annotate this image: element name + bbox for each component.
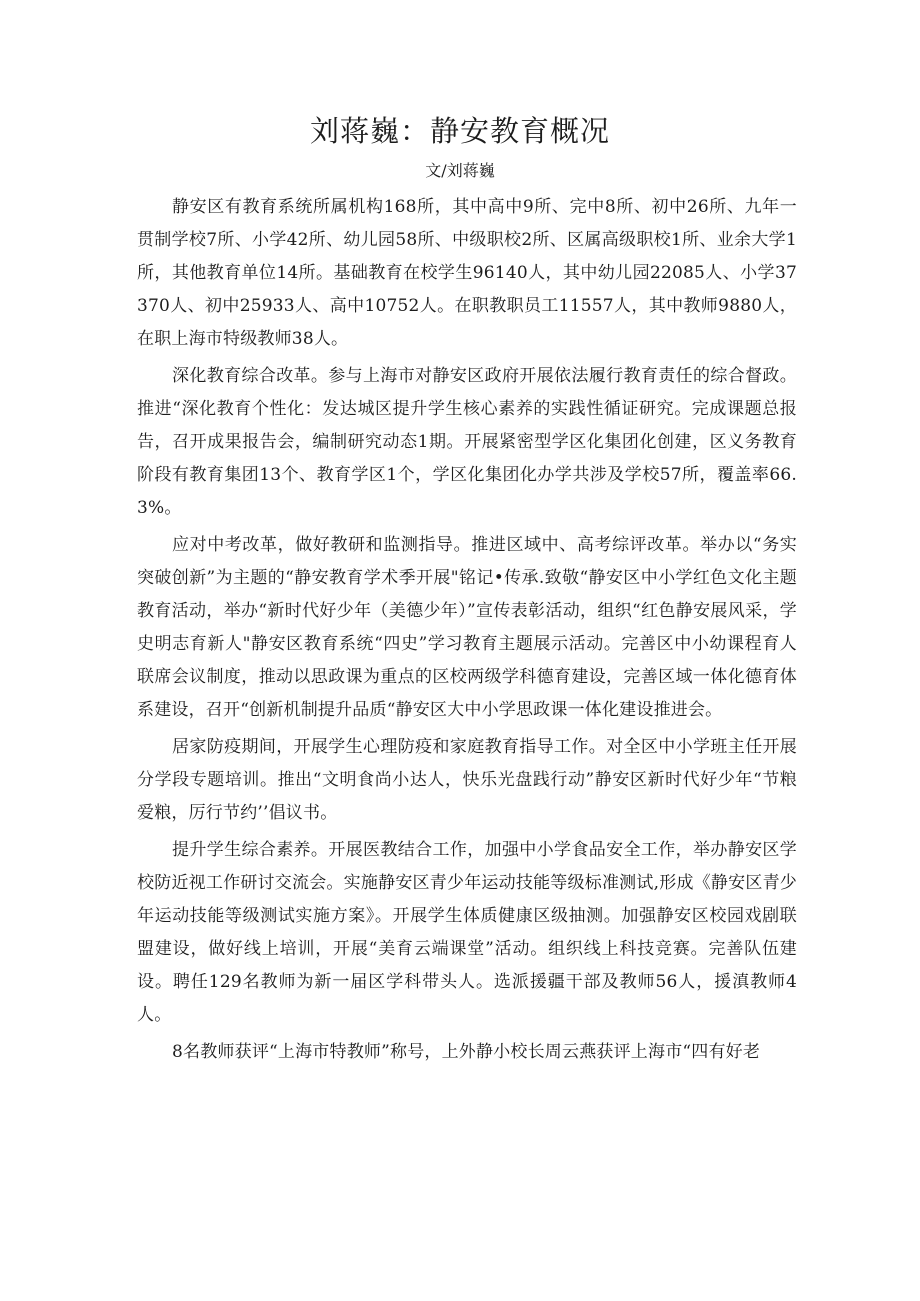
- paragraph-overview: 静安区有教育系统所属机构168所，其中高中9所、完中8所、初中26所、九年一贯制学校7所、小学42所、幼儿园58所、中级职校2所、区属高级职校1所、业余大学1所，其他教育单位14所。基础教育在校学生96140人，其中幼儿园22085人、小学37370人、初中25933人、高中10752人。在职教职员工11557人，其中教师9880人，在职上海市特级教师38人。: [137, 197, 797, 349]
- document-author: 文/刘蒋巍: [425, 161, 495, 180]
- paragraph-awards: 8名教师获评“上海市特教师”称号，上外静小校长周云燕获评上海市“四有好老: [172, 1042, 761, 1062]
- document-body: [137, 191, 797, 1069]
- paragraph-reform: 深化教育综合改革。参与上海市对静安区政府开展依法履行教育责任的综合督政。推进“深化教育个性化：发达城区提升学生核心素养的实践性循证研究。完成课题总报告，召开成果报告会，编制研究动态1期。开展紧密型学区化集团化创建，区义务教育阶段有教育集团13个、教育学区1个，学区化集团化办学共涉及学校57所，覆盖率66.3%。: [137, 366, 797, 518]
- document-title: 刘蒋巍：静安教育概况: [309, 114, 610, 148]
- paragraph-exam-reform: 应对中考改革，做好教研和监测指导。推进区域中、高考综评改革。举办以“务实突破创新”为主题的“静安教育学术季开展"铭记•传承.致敬“静安区中小学红色文化主题教育活动，举办“新时代好少年（美德少年）”宣传表彰活动，组织“红色静安展风采，学史明志育新人"静安区教育系统“四史”学习教育主题展示活动。完善区中小幼课程育人联席会议制度，推动以思政课为重点的区校两级学科德育建设，完善区域一体化德育体系建设，召开“创新机制提升品质“静安区大中小学思政课一体化建设推进会。: [137, 535, 797, 720]
- paragraph-epidemic: 居家防疫期间，开展学生心理防疫和家庭教育指导工作。对全区中小学班主任开展分学段专题培训。推出“文明食尚小达人，快乐光盘践行动”静安区新时代好少年“节粮爱粮，厉行节约’’倡议书。: [137, 737, 797, 823]
- paragraph-literacy: 提升学生综合素养。开展医教结合工作，加强中小学食品安全工作，举办静安区学校防近视工作研讨交流会。实施静安区青少年运动技能等级标准测试,形成《静安区青少年运动技能等级测试实施方案》。开展学生体质健康区级抽测。加强静安区校园戏剧联盟建设，做好线上培训，开展“美育云端课堂”活动。组织线上科技竞赛。完善队伍建设。聘任129名教师为新一届区学科带头人。选派援疆干部及教师56人，援滇教师4人。: [137, 840, 797, 1025]
